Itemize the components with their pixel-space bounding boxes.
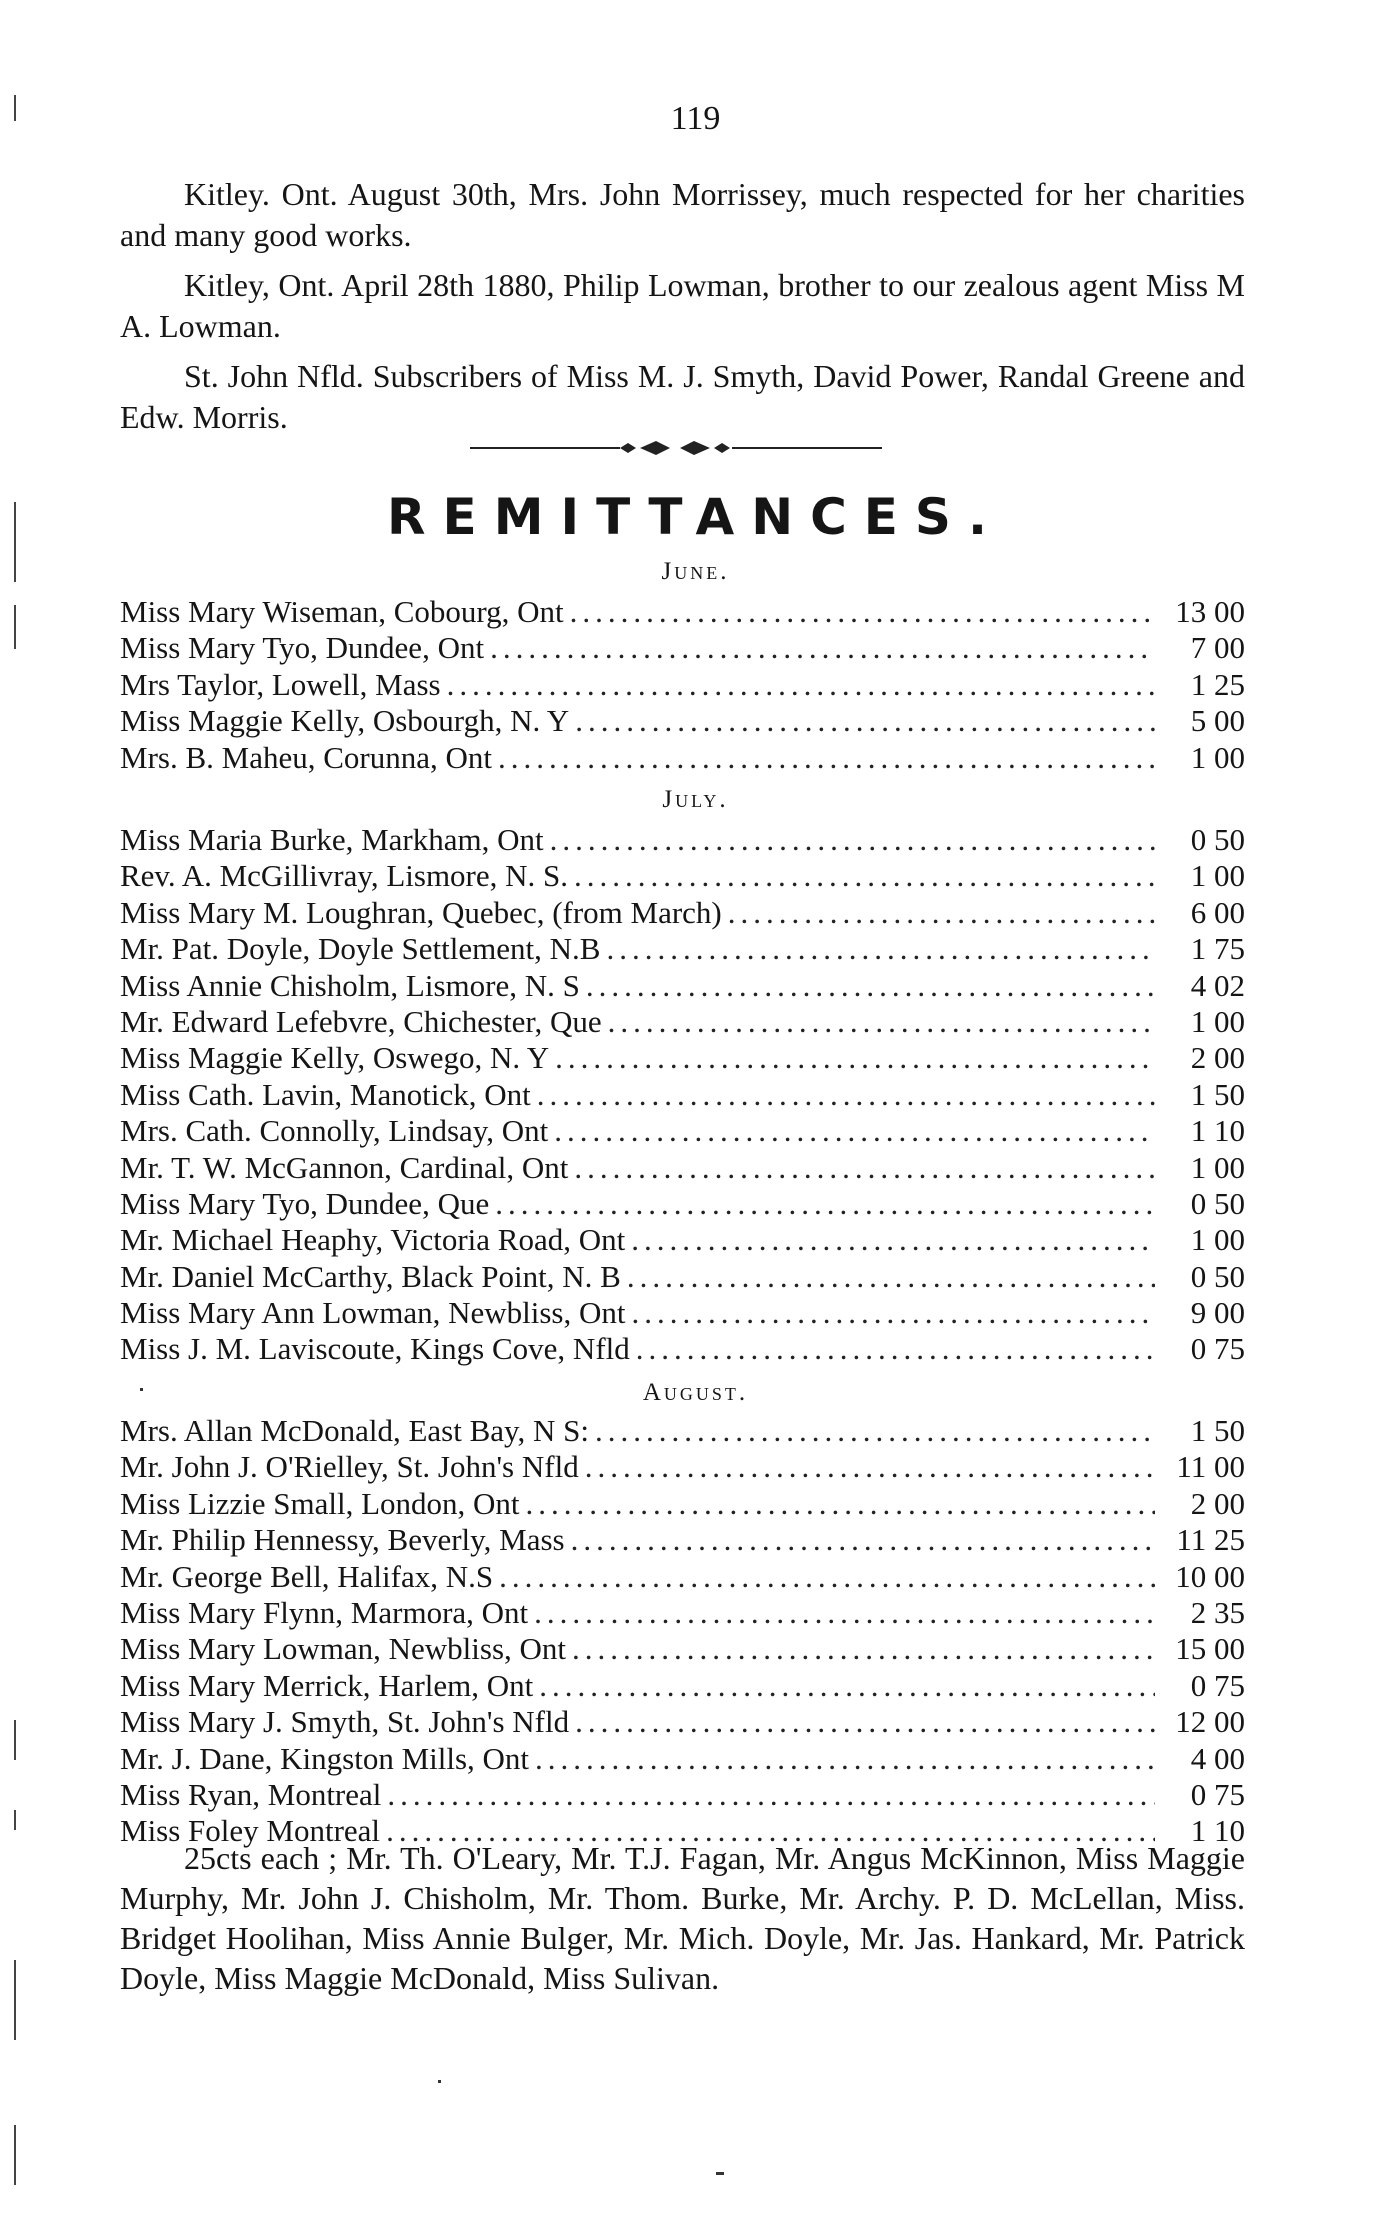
notice-paragraph: St. John Nfld. Subscribers of Miss M. J. Smyth, David Power, Randal Greene and Edw. Morris. [120, 358, 1245, 435]
notice-paragraph: Kitley, Ont. April 28th 1880, Philip Lowman, brother to our zealous agent Miss M A. Lowman. [120, 267, 1245, 344]
intro-notices [120, 174, 1245, 447]
remitter-name: Mr. Pat. Doyle, Doyle Settlement, N.B [120, 931, 601, 967]
remittance-amount: 0 75 [1190, 1331, 1245, 1367]
dot-leader [575, 1704, 1155, 1740]
remittance-entry [120, 1631, 1245, 1667]
remittance-amount: 0 50 [1190, 1258, 1245, 1294]
remitter-name: Miss Mary Ann Lowman, Newbliss, Ont [120, 1295, 626, 1331]
edge-mark [14, 605, 16, 649]
remittance-amount: 9 00 [1190, 1295, 1245, 1331]
remitter-name: Miss Mary Flynn, Marmora, Ont [120, 1594, 529, 1630]
remittance-entry [120, 1595, 1245, 1631]
dot-leader [526, 1486, 1155, 1522]
remittance-entry [120, 968, 1245, 1004]
remitter-name: Rev. A. McGillivray, Lismore, N. S. [120, 858, 569, 894]
remittance-entry [120, 1150, 1245, 1186]
remittance-entry [120, 1741, 1245, 1777]
remitter-name: Mr. George Bell, Halifax, N.S [120, 1558, 494, 1594]
edge-mark [14, 1810, 16, 1830]
dot-leader [534, 1595, 1155, 1631]
dot-leader [387, 1777, 1155, 1813]
remittance-amount: 2 35 [1190, 1594, 1245, 1630]
dot-leader [631, 1295, 1155, 1331]
dot-leader [550, 822, 1155, 858]
section-title: REMITTANCES. [387, 488, 1004, 546]
remitter-name: Mr. John J. O'Rielley, St. John's Nfld [120, 1449, 579, 1485]
remittance-amount: 1 25 [1190, 666, 1245, 702]
remittance-entry [120, 1449, 1245, 1485]
month-heading: June. [661, 558, 730, 585]
dot-leader [574, 858, 1155, 894]
remittance-entry [120, 1259, 1245, 1295]
dot-leader [490, 630, 1155, 666]
dot-leader [627, 1259, 1155, 1295]
remittance-entry [120, 1331, 1245, 1367]
remittance-amount: 1 10 [1190, 1113, 1245, 1149]
edge-mark [14, 2125, 16, 2185]
dot-leader [586, 968, 1155, 1004]
remitter-name: Miss Mary Lowman, Newbliss, Ont [120, 1631, 567, 1667]
remittance-entry [120, 667, 1245, 703]
remittance-entry [120, 630, 1245, 666]
remitter-name: Miss Annie Chisholm, Lismore, N. S [120, 967, 580, 1003]
dot-leader [539, 1668, 1155, 1704]
remittance-amount: 13 00 [1175, 594, 1245, 629]
remittance-entry [120, 1413, 1245, 1449]
remittance-entry [120, 931, 1245, 967]
remittance-amount: 5 00 [1190, 703, 1245, 739]
remittance-entry [120, 822, 1245, 858]
dot-leader [570, 594, 1155, 630]
remitter-name: Mrs. Allan McDonald, East Bay, N S: [120, 1413, 589, 1448]
remitter-name: Mr. Edward Lefebvre, Chichester, Que [120, 1003, 602, 1039]
remitter-name: Miss Maria Burke, Markham, Ont [120, 822, 544, 857]
ornament-divider [470, 436, 882, 460]
remittance-entry [120, 1559, 1245, 1595]
remittance-entry [120, 1077, 1245, 1113]
dot-leader [574, 1150, 1155, 1186]
remitter-name: Miss Ryan, Montreal [120, 1776, 382, 1812]
remitter-name: Miss Maggie Kelly, Osbourgh, N. Y [120, 703, 570, 739]
dot-leader [499, 1559, 1155, 1595]
dot-leader [447, 667, 1155, 703]
remittance-entry [120, 1186, 1245, 1222]
page-number: 119 [670, 100, 721, 137]
remitter-name: Mrs. B. Maheu, Corunna, Ont [120, 739, 492, 775]
remitter-name: Mr. Daniel McCarthy, Black Point, N. B [120, 1258, 621, 1294]
print-speck [716, 2172, 724, 2175]
remittance-list [120, 822, 1245, 1368]
month-heading: July. [662, 786, 729, 813]
remitter-name: Miss Cath. Lavin, Manotick, Ont [120, 1076, 531, 1112]
remittance-amount: 0 50 [1190, 1185, 1245, 1221]
remittance-entry [120, 1295, 1245, 1331]
dot-leader [554, 1113, 1155, 1149]
remitter-name: Miss J. M. Laviscoute, Kings Cove, Nfld [120, 1331, 630, 1367]
remittance-entry [120, 1704, 1245, 1740]
remittance-entry [120, 1004, 1245, 1040]
dot-leader [585, 1449, 1155, 1485]
remittance-entry [120, 1777, 1245, 1813]
remitter-name: Mrs. Cath. Connolly, Lindsay, Ont [120, 1113, 549, 1149]
dot-leader [575, 703, 1155, 739]
remittance-amount: 0 75 [1190, 1667, 1245, 1703]
remittance-amount: 1 00 [1190, 1149, 1245, 1185]
print-speck [140, 1388, 143, 1391]
edge-mark [14, 1720, 16, 1760]
remitter-name: Miss Mary J. Smyth, St. John's Nfld [120, 1704, 570, 1740]
remittance-amount: 2 00 [1190, 1040, 1245, 1076]
remittance-amount: 1 00 [1190, 1003, 1245, 1039]
edge-mark [14, 1960, 16, 2040]
remitter-name: Mr. J. Dane, Kingston Mills, Ont [120, 1740, 530, 1776]
remittance-amount: 11 00 [1176, 1449, 1245, 1485]
remittance-list [120, 1413, 1245, 1850]
notice-paragraph: Kitley. Ont. August 30th, Mrs. John Morrissey, much respected for her charities and many good works. [120, 176, 1245, 253]
remittance-amount: 6 00 [1190, 894, 1245, 930]
remittance-amount: 1 10 [1190, 1813, 1245, 1849]
remitter-name: Miss Mary Merrick, Harlem, Ont [120, 1667, 534, 1703]
dot-leader [535, 1741, 1155, 1777]
remitter-name: Miss Mary M. Loughran, Quebec, (from March) [120, 894, 722, 930]
remitter-name: Miss Lizzie Small, London, Ont [120, 1485, 520, 1521]
dot-leader [555, 1040, 1155, 1076]
remitter-name: Miss Maggie Kelly, Oswego, N. Y [120, 1040, 550, 1076]
remittance-entry [120, 594, 1245, 630]
dot-leader [495, 1186, 1155, 1222]
dot-leader [498, 740, 1155, 776]
remittance-entry [120, 1222, 1245, 1258]
remittance-amount: 7 00 [1190, 630, 1245, 666]
remitter-name: Miss Mary Tyo, Dundee, Que [120, 1185, 490, 1221]
dot-leader [595, 1413, 1155, 1449]
remittance-amount: 1 75 [1190, 931, 1245, 967]
dot-leader [728, 895, 1155, 931]
remittance-amount: 1 00 [1190, 1222, 1245, 1258]
remitter-name: Miss Mary Wiseman, Cobourg, Ont [120, 594, 564, 629]
remittance-amount: 0 50 [1190, 822, 1245, 857]
dot-leader [608, 1004, 1155, 1040]
month-heading: August. [642, 1379, 749, 1406]
remittance-amount: 1 50 [1190, 1076, 1245, 1112]
remitter-name: Mr. T. W. McGannon, Cardinal, Ont [120, 1149, 569, 1185]
dot-leader [571, 1522, 1155, 1558]
remittance-amount: 2 00 [1190, 1485, 1245, 1521]
dot-leader [537, 1077, 1155, 1113]
remitter-name: Mrs Taylor, Lowell, Mass [120, 666, 441, 702]
dot-leader [606, 931, 1155, 967]
remittance-amount: 15 00 [1175, 1631, 1245, 1667]
remitter-name: Mr. Michael Heaphy, Victoria Road, Ont [120, 1222, 626, 1258]
remitter-name: Miss Foley Montreal [120, 1813, 381, 1849]
remittance-entry [120, 1040, 1245, 1076]
closing-note: 25cts each ; Mr. Th. O'Leary, Mr. T.J. Fagan, Mr. Angus McKinnon, Miss Maggie Murphy, Mr. John J. Chisholm, Mr. Thom. Burke, Mr. Archy. P. D. McLellan, Miss. Bridget Hoolihan, Miss Annie Bulger, Mr. Mich. Doyle, Mr. Jas. Hankard, Mr. Patrick Doyle, Miss Maggie McDonald, Miss Sulivan. [120, 1840, 1245, 1996]
remittance-list [120, 594, 1245, 776]
remittance-entry [120, 1486, 1245, 1522]
dot-leader [631, 1222, 1155, 1258]
remittance-amount: 11 25 [1176, 1522, 1245, 1558]
remittance-amount: 12 00 [1175, 1704, 1245, 1740]
remittance-amount: 1 00 [1190, 739, 1245, 775]
remittance-amount: 1 50 [1190, 1413, 1245, 1448]
remittance-amount: 4 00 [1190, 1740, 1245, 1776]
dot-leader [572, 1631, 1155, 1667]
remittance-entry [120, 1522, 1245, 1558]
remittance-entry [120, 1668, 1245, 1704]
dot-leader [636, 1331, 1155, 1367]
remittance-entry [120, 740, 1245, 776]
remittance-amount: 0 75 [1190, 1776, 1245, 1812]
remittance-entry [120, 703, 1245, 739]
print-speck [438, 2080, 441, 2083]
remittance-amount: 10 00 [1175, 1558, 1245, 1594]
remittance-entry [120, 895, 1245, 931]
remittance-entry [120, 1113, 1245, 1149]
remitter-name: Miss Mary Tyo, Dundee, Ont [120, 630, 485, 666]
remittance-entry [120, 858, 1245, 894]
remitter-name: Mr. Philip Hennessy, Beverly, Mass [120, 1522, 565, 1558]
remittance-amount: 1 00 [1190, 858, 1245, 894]
remittance-amount: 4 02 [1190, 967, 1245, 1003]
